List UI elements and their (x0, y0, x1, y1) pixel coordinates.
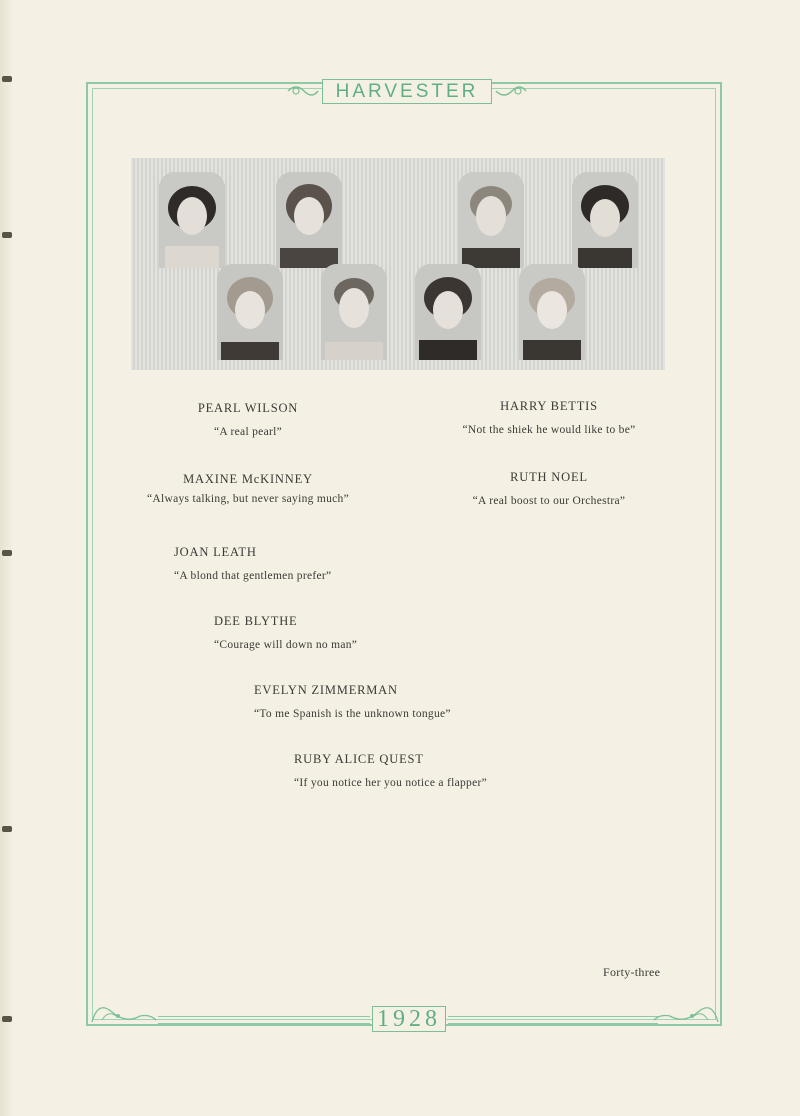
footer-rule-left (158, 1016, 370, 1024)
portrait-photo (458, 172, 524, 268)
portrait-photo (572, 172, 638, 268)
page-binding-edge (0, 0, 14, 1116)
portrait-photo (321, 264, 387, 360)
student-entry (424, 399, 674, 436)
student-entry (174, 545, 434, 582)
student-entry (254, 683, 544, 720)
student-quote: “If you notice her you notice a flapper” (294, 777, 488, 789)
student-quote: “Always talking, but never saying much” (146, 493, 350, 505)
student-name: JOAN LEATH (174, 545, 257, 559)
right-scroll-ornament (494, 81, 528, 101)
yearbook-year: 1928 (377, 1005, 441, 1032)
student-name: DEE BLYTHE (214, 614, 298, 628)
portrait-photo (276, 172, 342, 268)
student-entry (128, 401, 368, 438)
portrait-photo (159, 172, 225, 268)
binding-hole (2, 1016, 12, 1022)
portrait-photo (519, 264, 585, 360)
student-entry (214, 614, 474, 651)
student-quote: “A real boost to our Orchestra” (472, 495, 626, 507)
page-number: Forty-three (603, 965, 661, 979)
student-name: RUTH NOEL (510, 470, 588, 484)
yearbook-title-box (322, 79, 492, 104)
binding-hole (2, 232, 12, 238)
student-entry (434, 470, 664, 507)
student-entry (294, 752, 594, 789)
student-name: EVELYN ZIMMERMAN (254, 683, 398, 697)
student-quote: “Courage will down no man” (214, 639, 358, 651)
student-quote: “A real pearl” (213, 426, 283, 438)
binding-hole (2, 826, 12, 832)
bottom-right-flourish-icon (652, 994, 722, 1026)
portrait-photo (415, 264, 481, 360)
year-box (372, 1006, 446, 1032)
yearbook-title: HARVESTER (335, 80, 479, 102)
portrait-strip (131, 158, 665, 370)
left-scroll-ornament (286, 81, 320, 101)
footer-rule-right (448, 1016, 658, 1024)
student-quote: “Not the shiek he would like to be” (462, 424, 636, 436)
student-name: MAXINE McKINNEY (183, 472, 313, 486)
binding-hole (2, 76, 12, 82)
student-name: PEARL WILSON (197, 401, 299, 415)
bottom-left-flourish-icon (88, 994, 158, 1026)
binding-hole (2, 550, 12, 556)
student-name: HARRY BETTIS (500, 399, 598, 413)
student-quote: “A blond that gentlemen prefer” (174, 570, 332, 582)
student-quote: “To me Spanish is the unknown tongue” (254, 708, 451, 720)
student-name: RUBY ALICE QUEST (294, 752, 424, 766)
portrait-photo (217, 264, 283, 360)
student-entry (134, 472, 362, 505)
